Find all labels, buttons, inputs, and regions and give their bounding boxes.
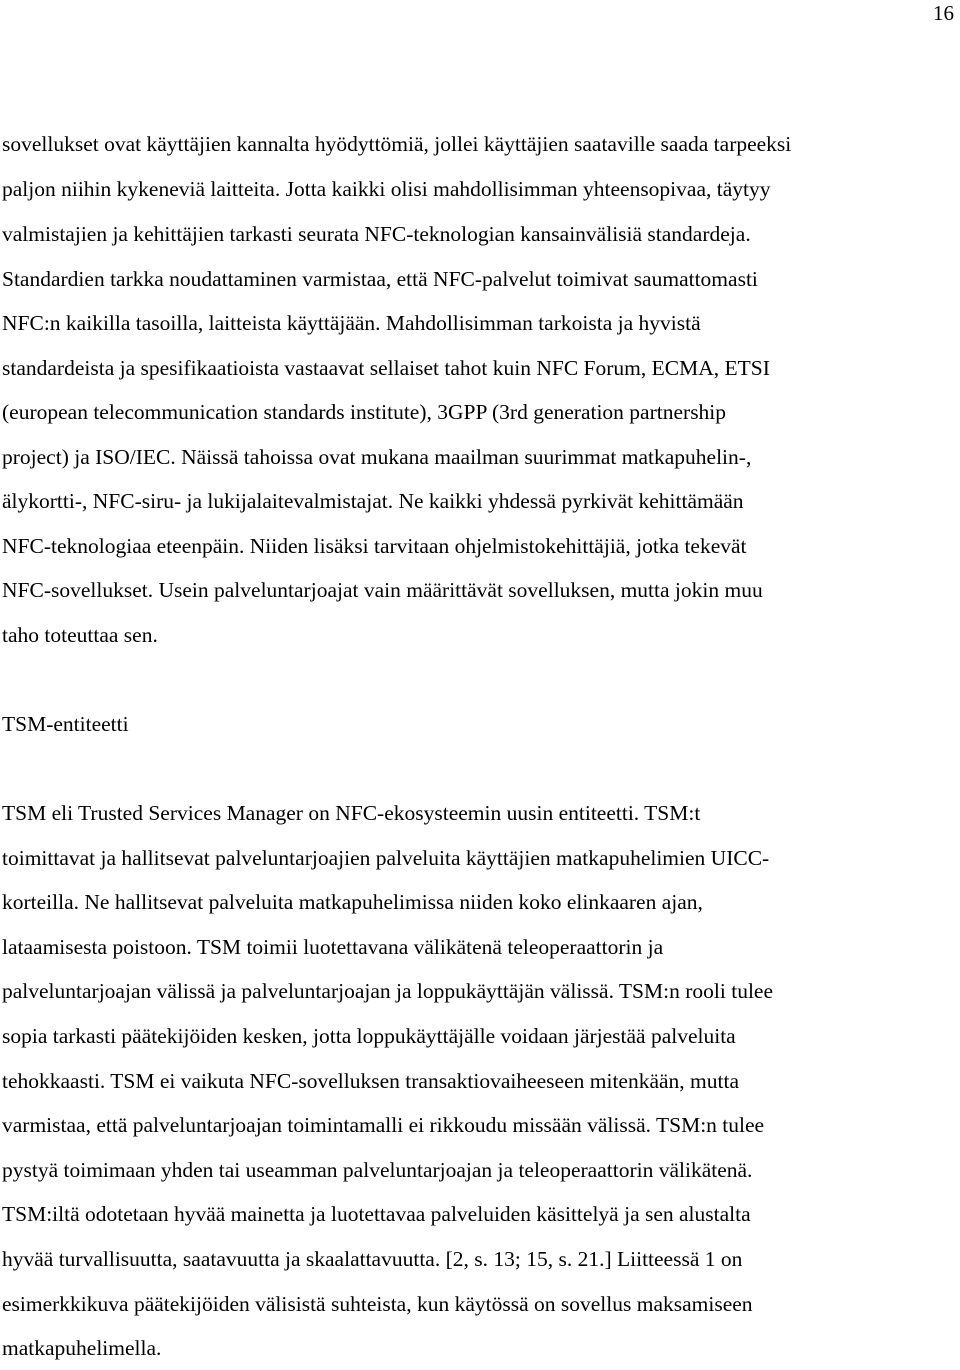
paragraph-line: matkapuhelimella.: [2, 1336, 162, 1360]
paragraph-line: TSM:iltä odotetaan hyvää mainetta ja luotettavaa palveluiden käsittelyä ja sen alustalta: [2, 1202, 751, 1226]
paragraph-line: TSM eli Trusted Services Manager on NFC-ekosysteemin uusin entiteetti. TSM:t: [2, 801, 701, 825]
paragraph-line: palveluntarjoajan välissä ja palveluntarjoajan ja loppukäyttäjän välissä. TSM:n rooli tulee: [2, 979, 773, 1003]
paragraph-line: NFC:n kaikilla tasoilla, laitteista käyttäjään. Mahdollisimman tarkoista ja hyvistä: [2, 311, 701, 335]
paragraph-line: tehokkaasti. TSM ei vaikuta NFC-sovelluksen transaktiovaiheeseen mitenkään, mutta: [2, 1069, 740, 1093]
page-number: 16: [933, 1, 954, 25]
paragraph-line: standardeista ja spesifikaatioista vastaavat sellaiset tahot kuin NFC Forum, ECMA, ETSI: [2, 356, 770, 380]
paragraph-line: esimerkkikuva päätekijöiden välisistä suhteista, kun käytössä on sovellus maksamiseen: [2, 1292, 753, 1316]
paragraph-line: NFC-sovellukset. Usein palveluntarjoajat vain määrittävät sovelluksen, mutta jokin muu: [2, 578, 763, 602]
paragraph-line: taho toteuttaa sen.: [2, 623, 158, 647]
paragraph-line: hyvää turvallisuutta, saatavuutta ja skaalattavuutta. [2, s. 13; 15, s. 21.] Liitteessä 1 on: [2, 1247, 743, 1271]
paragraph-line: NFC-teknologiaa eteenpäin. Niiden lisäksi tarvitaan ohjelmistokehittäjiä, jotka tekevät: [2, 534, 747, 558]
paragraph-line: (european telecommunication standards institute), 3GPP (3rd generation partnership: [2, 400, 727, 424]
paragraph-line: Standardien tarkka noudattaminen varmistaa, että NFC-palvelut toimivat saumattomasti: [2, 267, 758, 291]
paragraph-line: älykortti-, NFC-siru- ja lukijalaitevalmistajat. Ne kaikki yhdessä pyrkivät kehittämään: [2, 489, 744, 513]
paragraph-line: sovellukset ovat käyttäjien kannalta hyödyttömiä, jollei käyttäjien saataville saada tarpeeksi: [2, 132, 792, 156]
paragraph-line: project) ja ISO/IEC. Näissä tahoissa ovat mukana maailman suurimmat matkapuhelin-,: [2, 445, 752, 469]
paragraph-line: sopia tarkasti päätekijöiden kesken, jotta loppukäyttäjälle voidaan järjestää palveluita: [2, 1024, 736, 1048]
paragraph-line: valmistajien ja kehittäjien tarkasti seurata NFC-teknologian kansainvälisiä standardeja.: [2, 222, 751, 246]
paragraph-line: pystyä toimimaan yhden tai useamman palveluntarjoajan ja teleoperaattorin välikätenä.: [2, 1158, 753, 1182]
paragraph-line: paljon niihin kykeneviä laitteita. Jotta kaikki olisi mahdollisimman yhteensopivaa, täytyy: [2, 177, 771, 201]
paragraph-line: varmistaa, että palveluntarjoajan toimintamalli ei rikkoudu missään välissä. TSM:n tulee: [2, 1113, 765, 1137]
section-heading: TSM-entiteetti: [2, 712, 129, 736]
paragraph-line: lataamisesta poistoon. TSM toimii luotettavana välikätenä teleoperaattorin ja: [2, 935, 664, 959]
paragraph-line: korteilla. Ne hallitsevat palveluita matkapuhelimissa niiden koko elinkaaren ajan,: [2, 890, 703, 914]
paragraph-line: toimittavat ja hallitsevat palveluntarjoajien palveluita käyttäjien matkapuhelimien UICC-: [2, 846, 770, 870]
